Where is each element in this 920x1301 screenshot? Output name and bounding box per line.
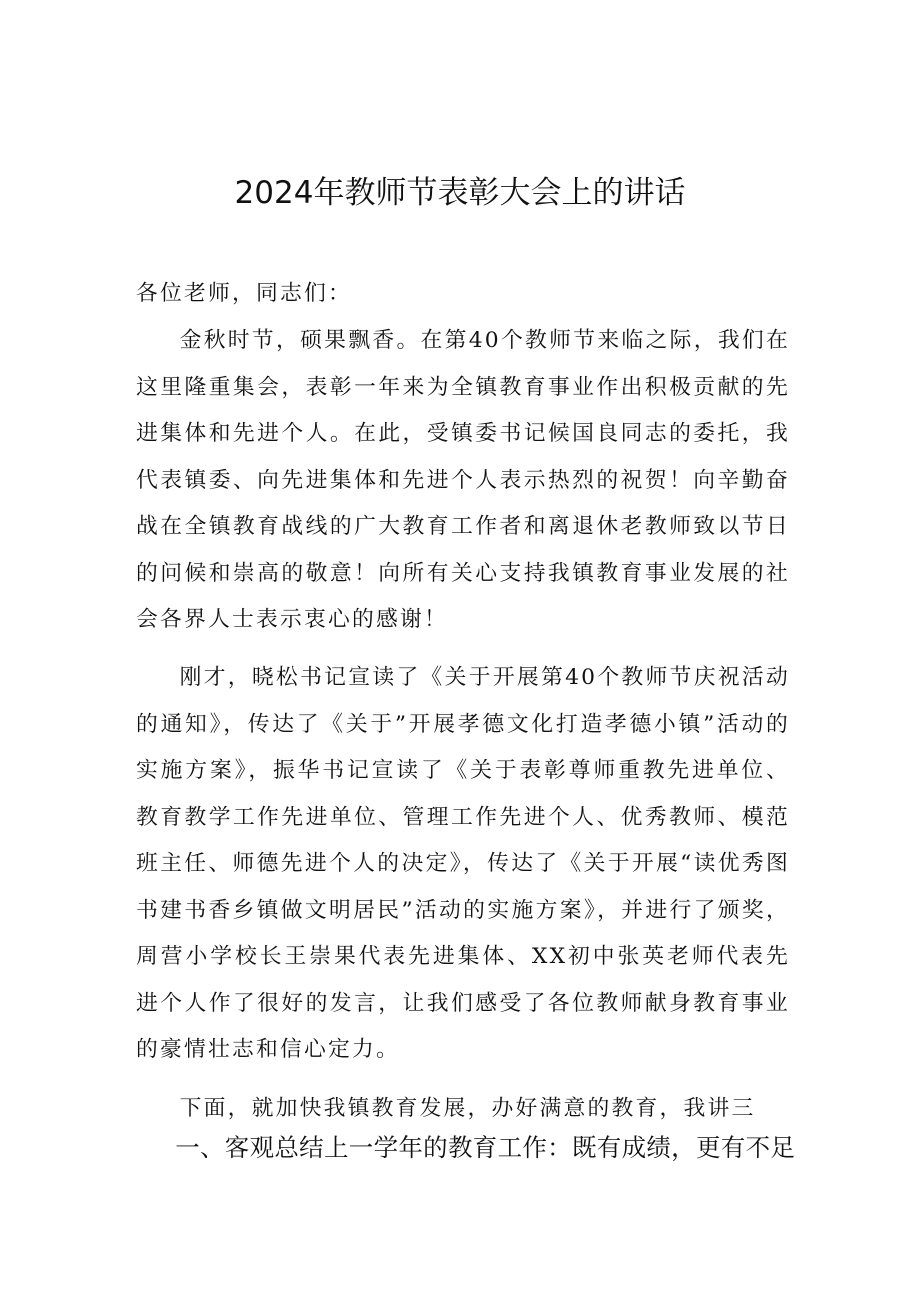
salutation: 各位老师，同志们： — [136, 281, 352, 306]
document-title: 2024年教师节表彰大会上的讲话 — [234, 175, 686, 211]
paragraph-transition: 下面，就加快我镇教育发展，办好满意的教育，我讲三 — [179, 1096, 756, 1121]
paragraph-review: 刚才，晓松书记宣读了《关于开展第40个教师节庆祝活动的通知》，传达了《关于”开展孝德文化打造孝德小镇”活动的实施方案》，振华书记宣读了《关于表彰尊师重教先进单位、教育教学工作先进单位、管理工作先进个人、优秀教师、模范班主任、师德先进个人的决定》，传达了《关于开展“读优秀图书建书香乡镇做文明居民”活动的实施方案》，并进行了颁奖，周营小学校长王崇果代表先进集体、XX初中张英老师代表先进个人作了很好的发言，让我们感受了各位教师献身教育事业的豪情壮志和信心定力。 — [136, 665, 790, 1062]
section-heading: 一、客观总结上一学年的教育工作：既有成绩，更有不足 — [175, 1133, 796, 1162]
paragraph-opening: 金秋时节，硕果飘香。在第40个教师节来临之际，我们在这里隆重集会，表彰一年来为全镇教育事业作出积极贡献的先进集体和先进个人。在此，受镇委书记候国良同志的委托，我代表镇委、向先进集体和先进个人表示热烈的祝贺！向辛勤奋战在全镇教育战线的广大教育工作者和离退休老教师致以节日的问候和崇高的敬意！向所有关心支持我镇教育事业发展的社会各界人士表示衷心的感谢！ — [136, 328, 790, 632]
